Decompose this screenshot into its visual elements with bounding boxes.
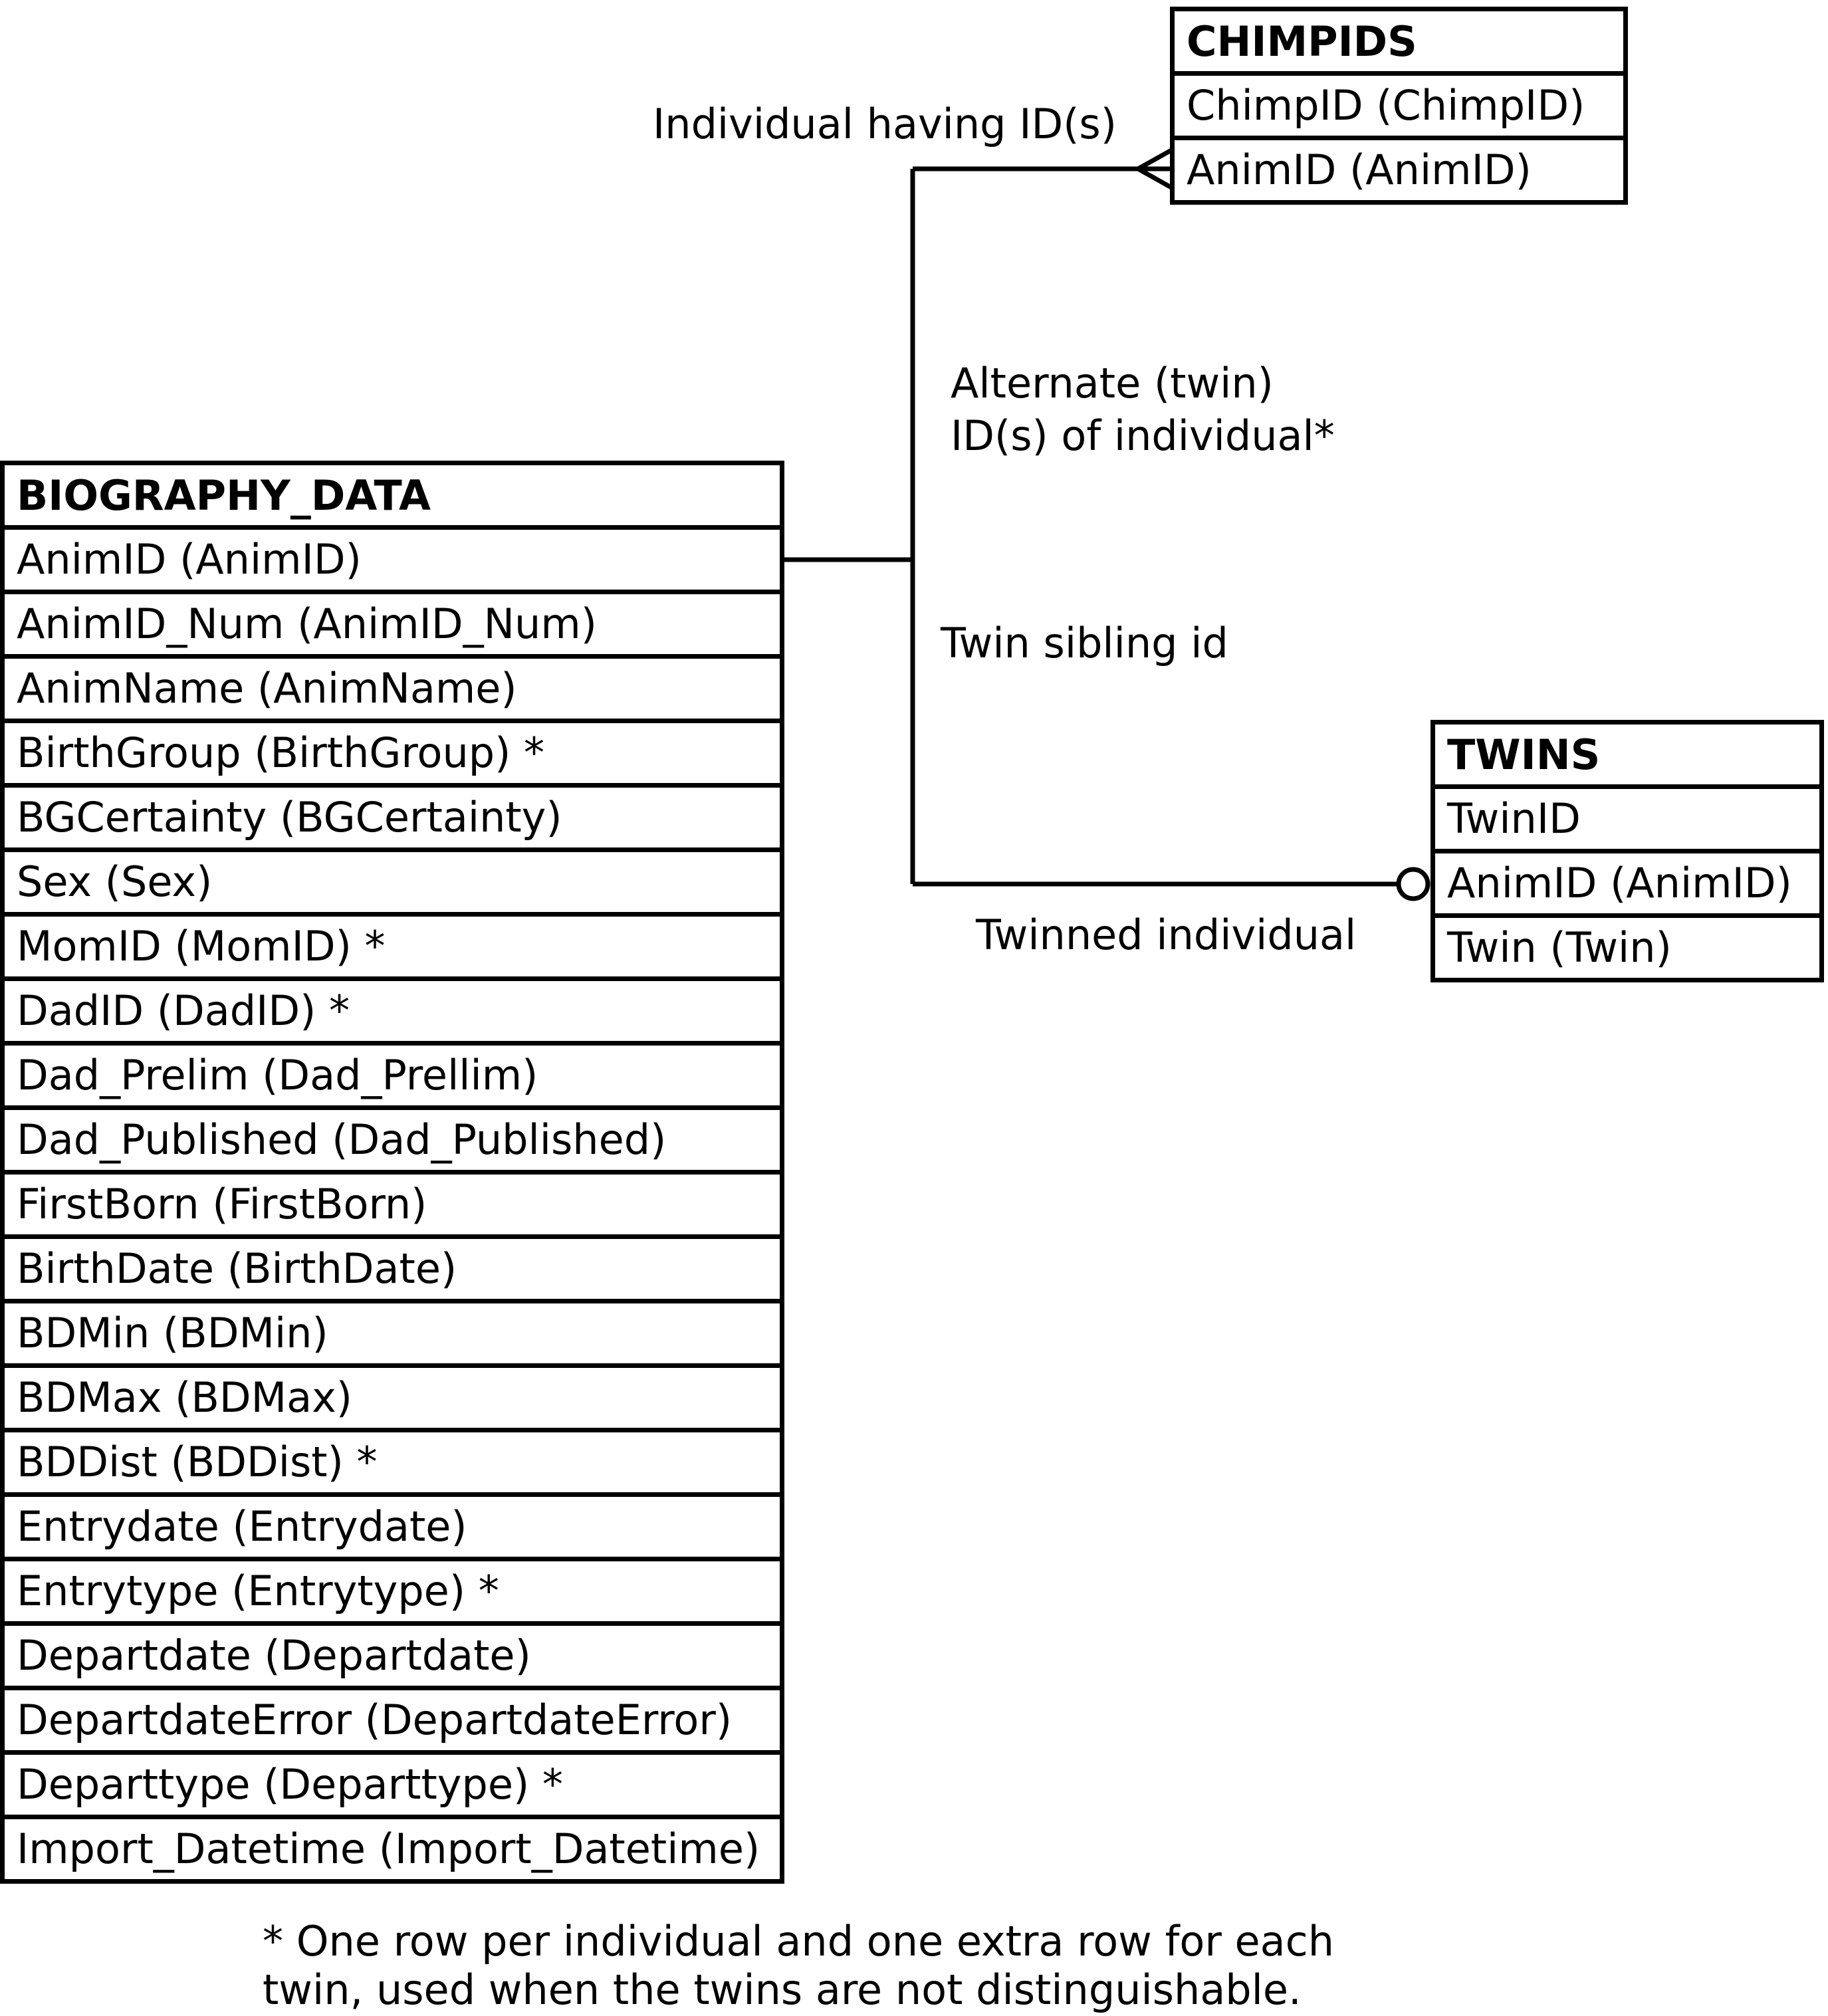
zero-optional-icon (1399, 869, 1428, 899)
field-momid: MomID (MomID) * (5, 912, 780, 976)
field-chimpid: ChimpID (ChimpID) (1175, 71, 1623, 136)
label-twinned-individual: Twinned individual (976, 911, 1357, 959)
field-birthdate: BirthDate (BirthDate) (5, 1234, 780, 1299)
field-animid: AnimID (AnimID) (1435, 849, 1819, 913)
field-dad-prelim: Dad_Prelim (Dad_Prellim) (5, 1041, 780, 1105)
field-animid: AnimID (AnimID) (5, 525, 780, 590)
footnote-line1: * One row per individual and one extra row for each (263, 1917, 1335, 1965)
field-departtype: Departtype (Departtype) * (5, 1750, 780, 1815)
label-alternate-line1: Alternate (twin) (951, 359, 1274, 407)
label-twin-sibling-id: Twin sibling id (941, 619, 1228, 667)
field-sex: Sex (Sex) (5, 847, 780, 912)
field-dadid: DadID (DadID) * (5, 976, 780, 1041)
field-animname: AnimName (AnimName) (5, 654, 780, 719)
entity-title: CHIMPIDS (1187, 17, 1417, 66)
field-firstborn: FirstBorn (FirstBorn) (5, 1170, 780, 1234)
label-alternate-line2: ID(s) of individual* (951, 411, 1335, 460)
field-departdate: Departdate (Departdate) (5, 1621, 780, 1686)
field-bdmax: BDMax (BDMax) (5, 1363, 780, 1428)
field-import-datetime: Import_Datetime (Import_Datetime) (5, 1815, 780, 1879)
field-dad-published: Dad_Published (Dad_Published) (5, 1105, 780, 1170)
field-bddist: BDDist (BDDist) * (5, 1428, 780, 1492)
field-departdateerror: DepartdateError (DepartdateError) (5, 1686, 780, 1750)
field-entrydate: Entrydate (Entrydate) (5, 1492, 780, 1557)
field-birthgroup: BirthGroup (BirthGroup) * (5, 719, 780, 783)
label-individual-having-ids: Individual having ID(s) (653, 100, 1117, 148)
field-bgcertainty: BGCertainty (BGCertainty) (5, 783, 780, 847)
footnote-line2: twin, used when the twins are not distinguishable. (263, 1965, 1302, 2014)
field-entrytype: Entrytype (Entrytype) * (5, 1557, 780, 1621)
entity-title: BIOGRAPHY_DATA (17, 471, 431, 520)
field-animid: AnimID (AnimID) (1175, 136, 1623, 200)
entity-title: TWINS (1447, 730, 1601, 779)
field-animid-num: AnimID_Num (AnimID_Num) (5, 590, 780, 654)
entity-biography-data (0, 461, 784, 1884)
field-twinid: TwinID (1435, 784, 1819, 849)
field-bdmin: BDMin (BDMin) (5, 1299, 780, 1363)
entity-chimpids (1170, 7, 1628, 205)
entity-twins (1430, 720, 1824, 982)
field-twin: Twin (Twin) (1435, 913, 1819, 978)
